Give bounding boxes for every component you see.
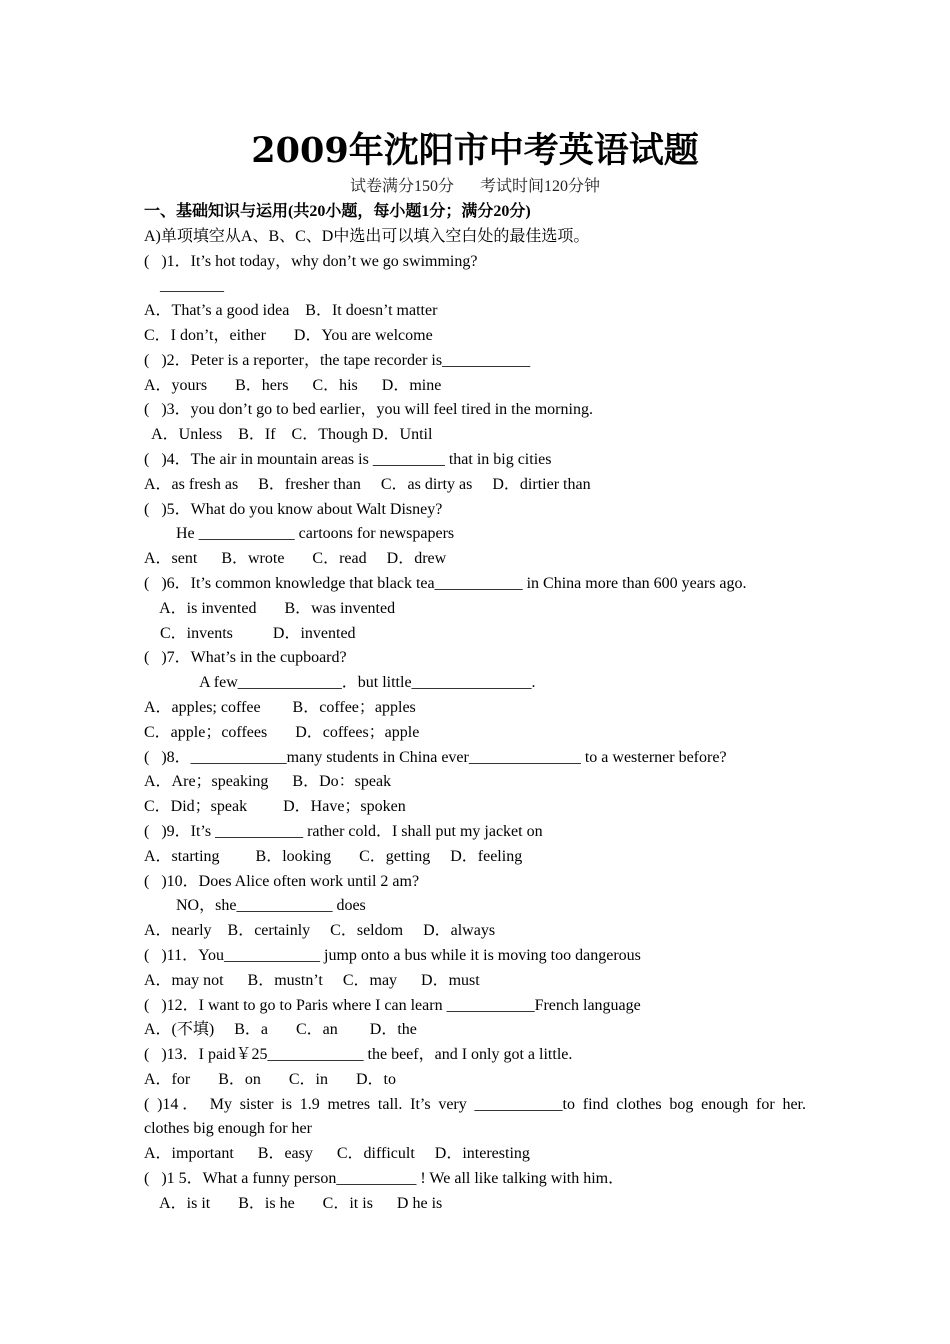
question-line: clothes big enough for her <box>144 1120 312 1138</box>
section-heading: 一、基础知识与运用(共20小题，每小题1分；满分20分) <box>144 203 531 220</box>
options-line: A．That’s a good idea B．It doesn’t matter <box>144 302 438 320</box>
options-line: A．nearly B．certainly C．seldom D．always <box>144 922 496 940</box>
answer-blank: ________ <box>144 277 224 295</box>
question-line: ( )6．It’s common knowledge that black tea___________ in China more than 600 years ago. <box>144 574 747 592</box>
question-line: ( )1．It’s hot today，why don’t we go swimming? <box>144 252 478 270</box>
question-line: ( )8．____________many students in China ever______________ to a westerner before? <box>144 748 727 766</box>
question-line: ( )11．You____________ jump onto a bus while it is moving too dangerous <box>144 946 641 964</box>
options-line: A．apples; coffee B．coffee；apples <box>144 698 416 716</box>
options-line: A．is it B．is he C．it is D he is <box>144 1194 443 1212</box>
options-line: C．invents D．invented <box>144 624 356 642</box>
options-line: A．may not B．mustn’t C．may D．must <box>144 971 480 989</box>
options-line: A．important B．easy C．difficult D．interesting <box>144 1145 530 1163</box>
options-line: C．apple；coffees D．coffees；apple <box>144 723 420 741</box>
question-line: NO，she____________ does <box>144 897 366 915</box>
exam-time: 考试时间120分钟 <box>480 178 601 195</box>
question-line: A few_____________．but little_______________. <box>144 674 536 692</box>
page-title: 2009年沈阳市中考英语试题 <box>251 130 699 171</box>
question-line: ( )1 5．What a funny person__________ ! We all like talking with him． <box>144 1170 625 1188</box>
instruction: A)单项填空从A、B、C、D中选出可以填入空白处的最佳选项。 <box>144 227 590 245</box>
full-score: 试卷满分150分 <box>349 178 454 195</box>
question-line: ( )5．What do you know about Walt Disney? <box>144 500 443 518</box>
question-line: ( )4．The air in mountain areas is _________ that in big cities <box>144 450 552 468</box>
question-line: ( )10．Does Alice often work until 2 am? <box>144 872 420 890</box>
options-line: A．Unless B．If C．Though D．Until <box>144 426 433 444</box>
question-list <box>144 200 806 1217</box>
options-line: A．sent B．wrote C．read D．drew <box>144 550 447 568</box>
options-line: A．yours B．hers C．his D．mine <box>144 376 442 394</box>
options-line: A．Are；speaking B．Do：speak <box>144 773 392 791</box>
question-line: He ____________ cartoons for newspapers <box>144 525 455 543</box>
question-line: ( )12．I want to go to Paris where I can learn ___________French language <box>144 996 641 1014</box>
options-line: A．starting B．looking C．getting D．feeling <box>144 847 523 865</box>
options-line: A．for B．on C．in D．to <box>144 1070 397 1088</box>
options-line: A．(不填) B．a C．an D．the <box>144 1021 417 1039</box>
question-line: ( )3．you don’t go to bed earlier，you will feel tired in the morning. <box>144 401 593 419</box>
question-line: ( )7．What’s in the cupboard? <box>144 649 347 667</box>
exam-info <box>0 176 950 198</box>
options-line: A．is invented B．was invented <box>144 599 396 617</box>
question-line: ( )13．I paid￥25____________ the beef，and I only got a little. <box>144 1046 573 1064</box>
options-line: C．Did；speak D．Have；spoken <box>144 798 406 816</box>
question-line: ( )9．It’s ___________ rather cold．I shall put my jacket on <box>144 822 543 840</box>
options-line: A．as fresh as B．fresher than C．as dirty as D．dirtier than <box>144 475 591 493</box>
options-line: C．I don’t，either D．You are welcome <box>144 326 433 344</box>
question-line: ( )14． My sister is 1.9 metres tall. It’s very ___________to find clothes bog enough for her. <box>144 1095 806 1113</box>
question-line: ( )2．Peter is a reporter，the tape recorder is___________ <box>144 351 531 369</box>
